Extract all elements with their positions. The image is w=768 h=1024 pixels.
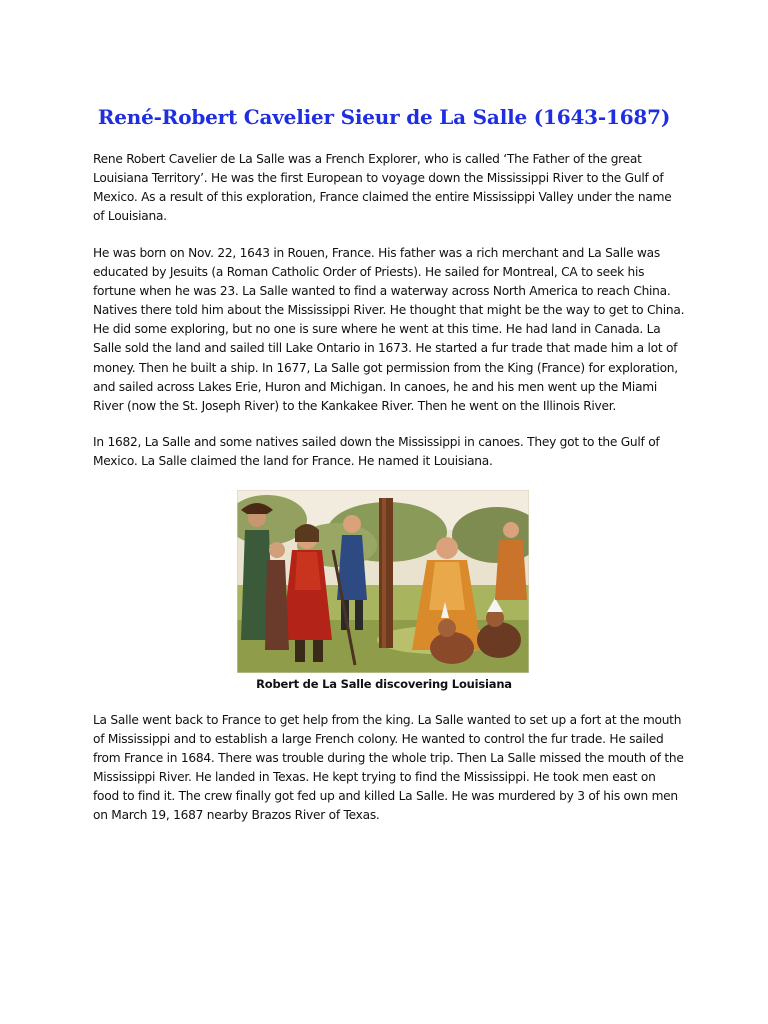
paragraph-intro: [93, 150, 678, 226]
text-line: food to find it. The crew finally got fed up and killed La Salle. He was murdered by 3 of his own men: [93, 789, 678, 804]
text-line: Mississippi River. He landed in Texas. He kept trying to find the Mississippi. He took men east on: [93, 770, 656, 785]
text-line: from France in 1684. There was trouble during the whole trip. Then La Salle missed the mouth of the: [93, 751, 684, 766]
paragraph-early-life: [93, 244, 685, 416]
paragraph-1682-voyage: [93, 433, 678, 471]
text-line: Natives there told him about the Mississippi River. He thought that might be the way to get to China.: [93, 303, 685, 318]
text-line: of Louisiana.: [93, 209, 167, 224]
illustration-la-salle-discovering-louisiana: [237, 490, 529, 673]
text-line: of Mississippi and to establish a large French colony. He wanted to control the fur trade. He sailed: [93, 732, 664, 747]
text-line: La Salle went back to France to get help from the king. La Salle wanted to set up a fort at the mouth: [93, 713, 682, 727]
figure-caption: Robert de La Salle discovering Louisiana: [256, 677, 512, 691]
text-line: money. Then he built a ship. In 1677, La Salle got permission from the King (France) for exploration,: [93, 360, 678, 375]
text-line: educated by Jesuits (a Roman Catholic Order of Priests). He sailed for Montreal, CA to seek his: [93, 265, 645, 280]
text-line: Salle sold the land and sailed till Lake Ontario in 1673. He started a fur trade that made him a lot of: [93, 341, 678, 356]
text-line: Mexico. As a result of this exploration, France claimed the entire Mississippi Valley under the name: [93, 190, 672, 205]
painting-image: [237, 490, 529, 673]
paragraph-final-expedition: [93, 711, 684, 826]
text-line: He was born on Nov. 22, 1643 in Rouen, France. His father was a rich merchant and La Salle was: [93, 246, 660, 260]
text-line: In 1682, La Salle and some natives sailed down the Mississippi in canoes. They got to the Gulf of: [93, 435, 660, 449]
text-line: River (now the St. Joseph River) to the Kankakee River. Then he went on the Illinois River.: [93, 398, 617, 413]
text-line: on March 19, 1687 nearby Brazos River of Texas.: [93, 808, 380, 823]
text-line: Louisiana Territory’. He was the first European to voyage down the Mississippi River to the Gulf of: [93, 171, 664, 186]
text-line: He did some exploring, but no one is sure where he went at this time. He had land in Canada. La: [93, 322, 661, 337]
text-line: and sailed across Lakes Erie, Huron and Michigan. In canoes, he and his men went up the Miami: [93, 379, 658, 394]
text-line: fortune when he was 23. La Salle wanted to find a waterway across North America to reach China.: [93, 284, 671, 299]
text-line: Mexico. La Salle claimed the land for France. He named it Louisiana.: [93, 454, 493, 469]
page-title: René-Robert Cavelier Sieur de La Salle (1643-1687): [97, 105, 671, 129]
text-line: Rene Robert Cavelier de La Salle was a French Explorer, who is called ‘The Father of the great: [93, 152, 642, 166]
